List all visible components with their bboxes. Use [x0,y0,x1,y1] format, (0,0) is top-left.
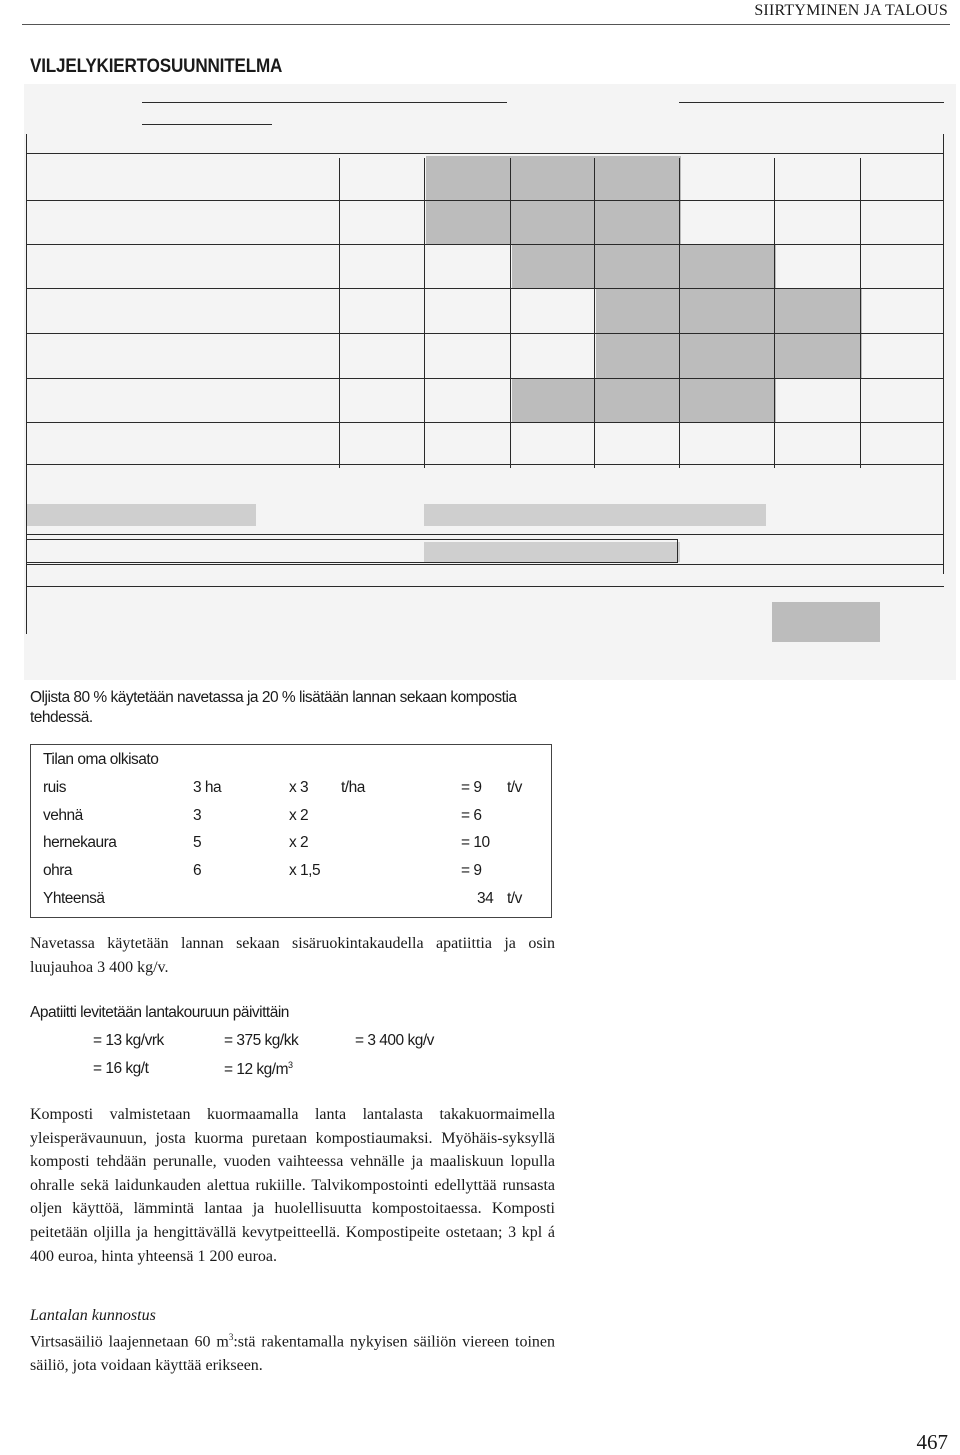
apatite-per-month: = 375 kg/kk [224,1032,299,1049]
straw-res_unit: t/v [507,779,522,796]
row-divider [26,200,944,201]
apatite-per-ton: = 16 kg/t [93,1060,149,1077]
row-divider [26,378,944,379]
transition-row-shade [424,504,766,526]
row-divider [26,422,944,423]
underline [679,102,944,103]
straw-total-unit: t/v [507,890,522,907]
straw-yield-table [30,744,552,918]
manure-heading: Lantalan kunnostus [30,1307,156,1324]
straw-area: 3 [193,806,202,824]
page-number: 467 [916,1430,948,1454]
transition-cell-shade [512,156,596,200]
manure-text-end: :stä rakentamalla nykyisen säiliön viereen toinen säiliö, jota voidaan käyttää erikseen. [30,1333,556,1374]
transition-cell-shade [596,334,681,378]
apatite-per-m3 [224,1060,293,1079]
paragraph-compost: Komposti valmistetaan kuormaamalla lanta lantalasta takakuormaimella yleisperävaunuun, josta kuorma puretaan kompostiaumaksi. Myöhäis-syksyllä komposti tehdään perunalle, vuoden vaihteessa vehnälle ja maaliskuun lopulla ohralle sekä laidunkauden alettua rukiille. Talvikompostointi edellyttää runsasta oljen käyttöä, lämmintä lantaa ja huolellisuutta kompostoitaessa. Komposti peitetään oljilla ja hengittävällä kevytpeitteellä. Kompostipeite ostetaan; 3 kpl á 400 euroa, hinta yhteensä 1 200 euroa. [30,1106,555,1265]
transition-cell-shade [596,289,681,333]
superscript: 3 [288,1060,293,1070]
paragraph-manure [30,1326,555,1378]
straw-total-value: 34 [477,890,494,907]
straw-eq: = 10 [461,834,490,851]
transition-cell-shade [426,156,512,200]
transition-cell-shade [681,289,776,333]
transition-cell-shade [512,378,596,422]
apatite-per-day: = 13 kg/vrk [93,1032,164,1049]
transition-cell-shade [596,156,681,200]
superscript: 3 [228,1332,234,1342]
straw-eq: = 9 [461,861,482,879]
transition-cell-shade [681,244,776,288]
header-rule [26,153,944,154]
straw-eq: = 9 [461,779,482,796]
transition-cell-shade [426,200,512,244]
straw-eq: = 6 [461,806,482,824]
transition-cell-shade [681,334,776,378]
summary-rule [26,534,944,535]
transition-cell-shade [512,200,596,244]
straw-total-label: Yhteensä [43,890,105,907]
transition-cell-shade [596,244,681,288]
transition-cell-shade [776,289,862,333]
legend-shade-swatch [772,602,880,642]
paragraph-barn: Navetassa käytetään lannan sekaan sisäruokintakaudella apatiittia ja osin luujauhoa 3 400 kg/v. [30,935,555,976]
apatite-per-m3-value: = 12 kg/m [224,1061,288,1079]
straw-crop: hernekaura [43,834,117,851]
straw-times: x 3 [289,779,309,796]
summary-rule [26,564,944,565]
summary-rule [26,464,944,465]
straw-area: 3 ha [193,779,222,796]
straw-area: 5 [193,834,202,851]
manure-text-start: Virtsasäiliö laajennetaan 60 m [30,1333,229,1351]
header-divider [22,24,950,25]
straw-area: 6 [193,861,202,879]
straw-crop: ruis [43,779,66,796]
row-divider [26,333,944,334]
straw-crop: ohra [43,861,73,879]
apatite-intro: Apatiitti levitetään lantakouruun päivittäin [30,1004,289,1021]
transition-row-shade [26,504,256,526]
organic-row-box [26,539,678,563]
straw-note: Oljista 80 % käytetään navetassa ja 20 % lisätään lannan sekaan kompostia tehdessä. [30,689,517,726]
transition-cell-shade [681,378,776,422]
rotation-rule [26,586,944,587]
transition-cell-shade [512,244,596,288]
straw-times: x 2 [289,806,309,824]
apatite-per-year: = 3 400 kg/v [355,1032,434,1049]
straw-unit: t/ha [341,779,365,796]
underline [142,124,272,125]
underline [142,102,507,103]
row-divider [26,244,944,245]
rotation-plan-table [24,84,956,680]
transition-cell-shade [776,334,862,378]
row-divider [26,288,944,289]
transition-cell-shade [596,378,681,422]
straw-times: x 2 [289,834,309,851]
page-title: VILJELYKIERTOSUUNNITELMA [30,56,283,77]
straw-times: x 1,5 [289,861,321,879]
transition-cell-shade [596,200,681,244]
running-header: SIIRTYMINEN JA TALOUS [754,2,948,19]
straw-crop: vehnä [43,806,83,824]
straw-table-title: Tilan oma olkisato [43,751,159,768]
